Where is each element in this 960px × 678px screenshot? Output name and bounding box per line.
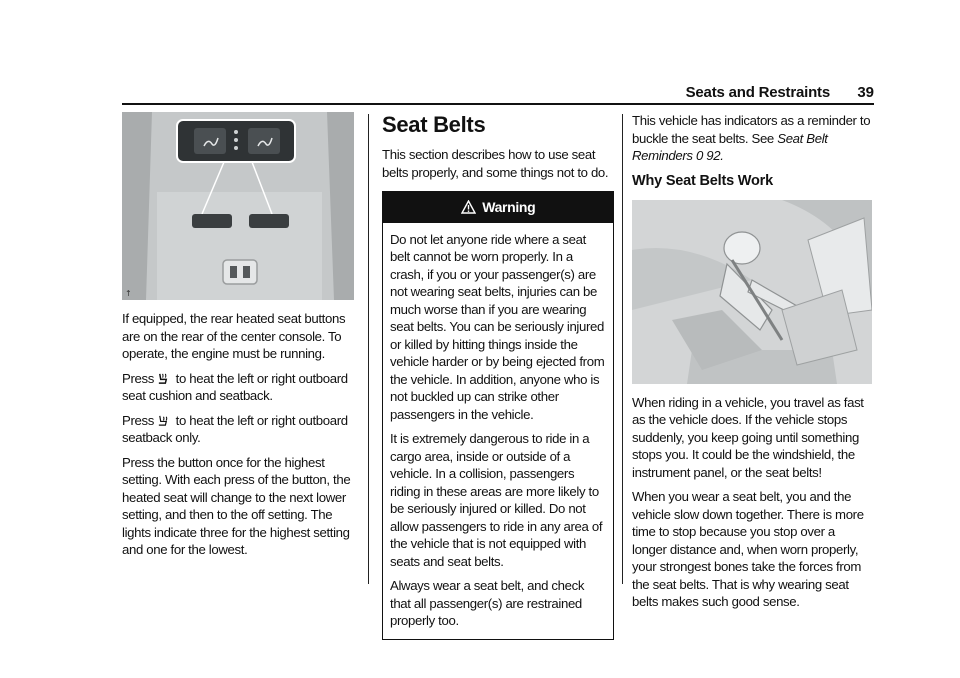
physics-text: When riding in a vehicle, you travel as fast as the vehicle does. If the vehicle stops suddenly, you keep going until something stops you. It could be the windshield, the instrument panel, or the seat belts! bbox=[632, 394, 864, 480]
column-middle bbox=[382, 112, 614, 640]
seatback-only-text bbox=[122, 412, 354, 447]
column-right bbox=[632, 112, 872, 618]
cushion-seatback-desc: to heat the left or right outboard seat cushion and seatback. bbox=[122, 370, 348, 403]
crash-test-illustration bbox=[632, 200, 872, 384]
press-label: Press bbox=[122, 412, 154, 428]
cushion-seatback-text bbox=[122, 370, 354, 405]
heated-seat-cushion-icon bbox=[157, 372, 170, 385]
warning-body bbox=[383, 223, 613, 639]
page-number: 39 bbox=[857, 84, 874, 101]
warning-header bbox=[383, 192, 613, 223]
intro-text: This section describes how to use seat belts properly, and some things not to do. bbox=[382, 147, 609, 180]
page-header bbox=[122, 84, 874, 104]
page-reference[interactable]: 0 92. bbox=[695, 148, 724, 163]
svg-text:↑: ↑ bbox=[125, 289, 132, 298]
warning-triangle-icon bbox=[461, 200, 476, 214]
heated-seat-buttons-photo bbox=[122, 112, 354, 300]
console-text: If equipped, the rear heated seat buttons are on the rear of the center console. To operate, the engine must be running. bbox=[122, 311, 346, 361]
settings-text: Press the button once for the highest setting. With each press of the button, the heated seat will change to the next lower setting, and then to the off setting. The lights indicate three for the highest setting and one for the lowest. bbox=[122, 454, 351, 557]
press-label: Press bbox=[122, 370, 154, 386]
seatback-only-desc: to heat the left or right outboard seatback only. bbox=[122, 412, 348, 445]
reminder-text bbox=[632, 112, 872, 165]
section-heading: Seat Belts bbox=[382, 112, 486, 137]
section-title: Seats and Restraints bbox=[685, 84, 830, 101]
column-divider bbox=[622, 114, 623, 584]
warning-paragraph: Always wear a seat belt, and check that all passenger(s) are restrained properly too. bbox=[390, 578, 585, 628]
warning-paragraph: Do not let anyone ride where a seat belt cannot be worn properly. In a crash, if you or your passenger(s) are not wearing seat belts, injuries can be much worse than if you are wearing seat belts. You can be seriously injured or killed by hitting things inside the vehicle harder or by being ejected from the vehicle. In addition, anyone who is not buckled up can strike other passengers in the vehicle. bbox=[390, 231, 605, 422]
reminder-desc: This vehicle has indicators as a reminder to buckle the seat belts. See bbox=[632, 113, 871, 146]
header-rule bbox=[122, 103, 874, 105]
warning-paragraph: It is extremely dangerous to ride in a cargo area, inside or outside of a vehicle. In a collision, passengers riding in these areas are more likely to be seriously injured or killed. Do not allow passengers to ride in any area of the vehicle that is not equipped with seats and seat belts. bbox=[390, 431, 603, 569]
subsection-heading: Why Seat Belts Work bbox=[632, 172, 773, 189]
seat-belt-reminders-link[interactable]: Seat Belt Reminders bbox=[632, 130, 828, 163]
warning-box bbox=[382, 191, 614, 640]
column-left bbox=[122, 112, 354, 566]
warning-label: Warning bbox=[482, 199, 536, 215]
column-divider bbox=[368, 114, 369, 584]
heated-seatback-icon bbox=[157, 414, 170, 427]
benefit-text: When you wear a seat belt, you and the vehicle slow down together. There is more time to stop because you stop over a longer distance and, when worn properly, your strongest bones take the forces from the seat belts. That is why wearing seat belts makes such good sense. bbox=[632, 489, 864, 609]
